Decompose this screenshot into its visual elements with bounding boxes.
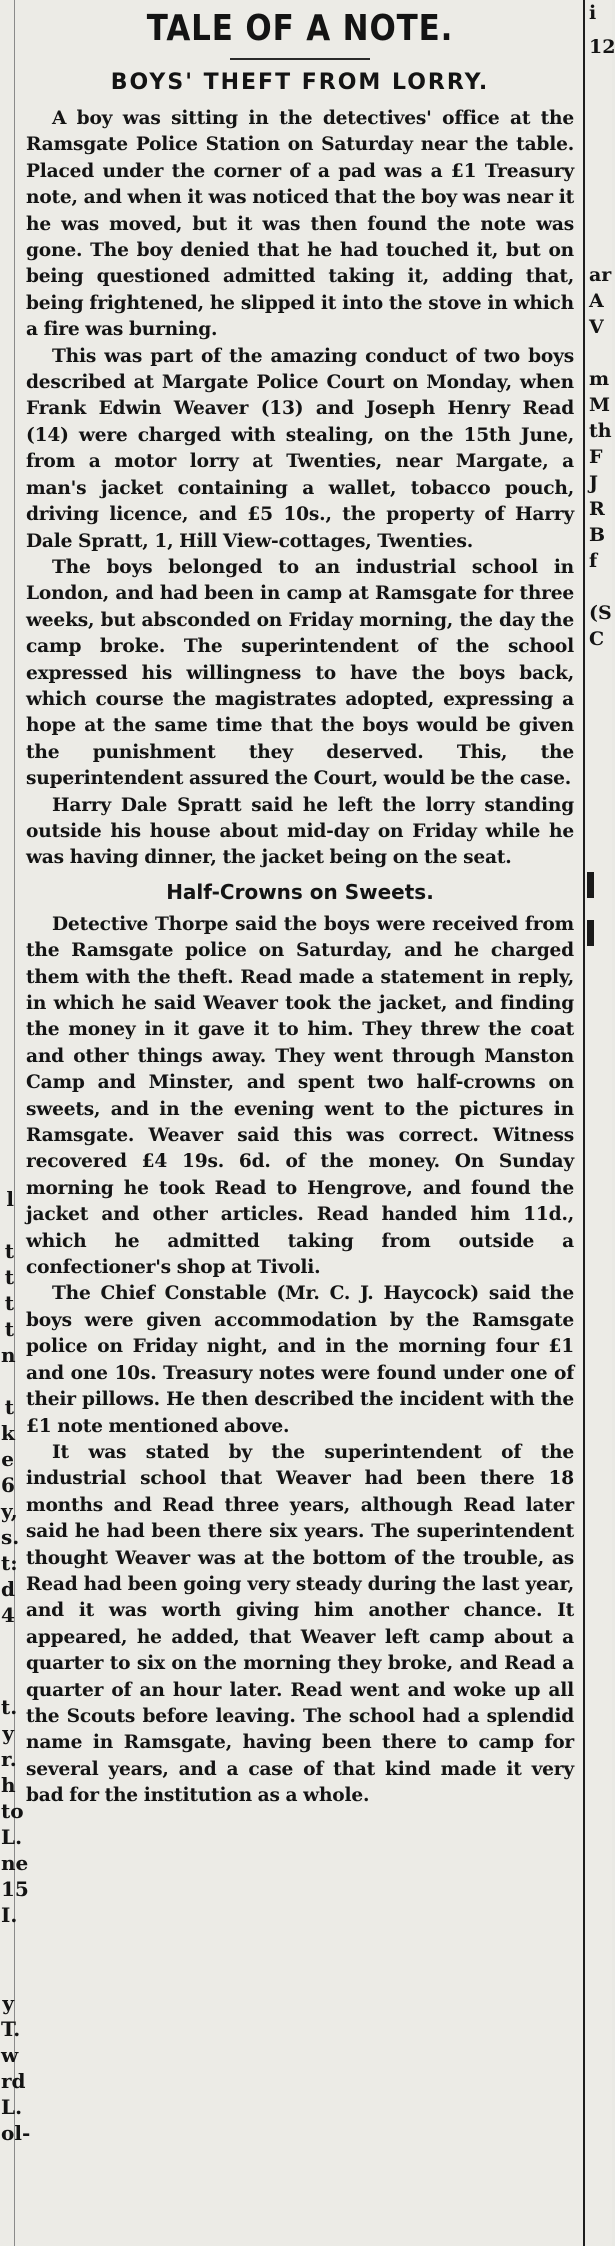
column-fragment: n: [1, 1343, 16, 1367]
column-fragment: e: [1, 1447, 14, 1471]
column-fragment: k: [1, 1421, 15, 1445]
column-fragment: T.: [1, 2017, 21, 2041]
column-fragment: t: [4, 1317, 14, 1341]
left-neighbour-column: [0, 0, 31, 2246]
column-fragment: (S: [589, 602, 612, 624]
column-fragment: r.: [1, 1747, 17, 1771]
column-fragment: V: [589, 316, 604, 338]
column-fragment: F: [589, 446, 603, 468]
column-fragment: 6: [1, 1473, 15, 1497]
column-fragment: t: [4, 1395, 14, 1419]
column-fragment: s.: [1, 1525, 20, 1549]
column-fragment: l: [6, 1187, 14, 1211]
right-neighbour-column: [583, 0, 614, 2246]
column-fragment: t.: [1, 1695, 18, 1719]
column-fragment: t: [4, 1265, 14, 1289]
column-fragment: t:: [1, 1551, 18, 1575]
article-paragraph: Detective Thorpe said the boys were received from the Ramsgate police on Saturday, and he charged them with the theft. Read made a statement in reply, in which he said Weaver took the jacket, and finding the money in it gave it to him. They threw the coat and other things away. They went through Manston Camp and Minster, and spent two half-crowns on sweets, and in the evening went to the pictures in Ramsgate. Weaver said this was correct. Witness recovered £4 19s. 6d. of the money. On Sunday morning he took Read to Hengrove, and found the jacket and other articles. Read handed him 11d., which he admitted taking from outside a confectioner's shop at Tivoli.: [26, 913, 574, 1279]
column-fragment: B: [589, 524, 606, 546]
column-fragment: to: [1, 1799, 24, 1823]
article-paragraph: This was part of the amazing conduct of two boys described at Margate Police Court on Monday, when Frank Edwin Weaver (13) and Joseph Henry Read (14) were charged with stealing, on the 15th June, from a motor lorry at Twenties, near Margate, a man's jacket containing a wallet, tobacco pouch, driving licence, and £5 10s., the property of Harry Dale Spratt, 1, Hill View-cottages, Twenties.: [26, 345, 574, 552]
column-fragment: ol-: [1, 2121, 31, 2145]
column-mark: [587, 920, 594, 946]
article-paragraph: The Chief Constable (Mr. C. J. Haycock) said the boys were given accommodation by the Ramsgate police on Friday night, and in the morning four £1 and one 10s. Treasury notes were found under one of their pillows. He then described the incident with the £1 note mentioned above.: [26, 1283, 574, 1437]
column-fragment: y: [2, 1991, 14, 2015]
column-fragment: M: [589, 394, 611, 416]
column-fragment: y,: [1, 1499, 18, 1523]
article-paragraph: The boys belonged to an industrial school in London, and had been in camp at Ramsgate for three weeks, but absconded on Friday morning, the day the camp broke. The superintendent of the school expressed his willingness to have the boys back, which course the magistrates adopted, expressing a hope at the same time that the boys would be given the punishment they deserved. This, the superintendent assured the Court, would be the case.: [26, 556, 574, 790]
column-fragment: I.: [1, 1903, 18, 1927]
column-fragment: d: [1, 1577, 15, 1601]
article-paragraph: It was stated by the superintendent of the industrial school that Weaver had been there 18 months and Read three years, although Read later said he had been there six years. The superintendent thought Weaver was at the bottom of the trouble, as Read had been going very steady during the last year, and it was worth giving him another chance. It appeared, he added, that Weaver left camp about a quarter to six on the morning they broke, and Read a quarter of an hour later. Read went and woke up all the Scouts before leaving. The school had a splendid name in Ramsgate, having been there to camp for several years, and a case of that kind made it very bad for the institution as a whole.: [26, 1441, 574, 1807]
crosshead: Half-Crowns on Sweets.: [166, 879, 434, 904]
column-mark: [587, 872, 594, 898]
column-fragment: ne: [1, 1851, 29, 1875]
column-fragment: L.: [1, 2095, 23, 2119]
column-fragment: 12: [589, 36, 615, 58]
column-fragment: C: [589, 628, 605, 650]
subheadline: BOYS' THEFT FROM LORRY.: [110, 70, 490, 95]
column-fragment: A: [589, 290, 604, 312]
column-fragment: ar: [589, 264, 612, 286]
column-fragment: th: [589, 420, 612, 442]
column-fragment: h: [1, 1773, 16, 1797]
column-fragment: 4: [1, 1603, 15, 1627]
column-fragment: rd: [1, 2069, 26, 2093]
column-fragment: i: [589, 2, 597, 24]
column-fragment: L.: [1, 1825, 23, 1849]
column-fragment: t: [4, 1239, 14, 1263]
article-paragraph: A boy was sitting in the detectives' office at the Ramsgate Police Station on Saturday near the table. Placed under the corner of a pad was a £1 Treasury note, and when it was noticed that the boy was near it he was moved, but it was then found the note was gone. The boy denied that he had touched it, but on being questioned admitted taking it, adding that, being frightened, he slipped it into the stove in which a fire was burning.: [26, 108, 574, 341]
column-fragment: J: [589, 472, 598, 494]
column-fragment: m: [589, 368, 610, 390]
article: [26, 0, 574, 1810]
column-fragment: w: [1, 2043, 19, 2067]
column-fragment: t: [4, 1291, 14, 1315]
column-fragment: 15: [1, 1877, 29, 1901]
column-fragment: y: [2, 1721, 14, 1745]
article-paragraph: Harry Dale Spratt said he left the lorry standing outside his house about mid-day on Friday while he was having dinner, the jacket being on the seat.: [26, 794, 574, 869]
column-fragment: R: [589, 498, 605, 520]
headline: TALE OF A NOTE.: [146, 8, 454, 49]
column-fragment: f: [589, 550, 598, 572]
